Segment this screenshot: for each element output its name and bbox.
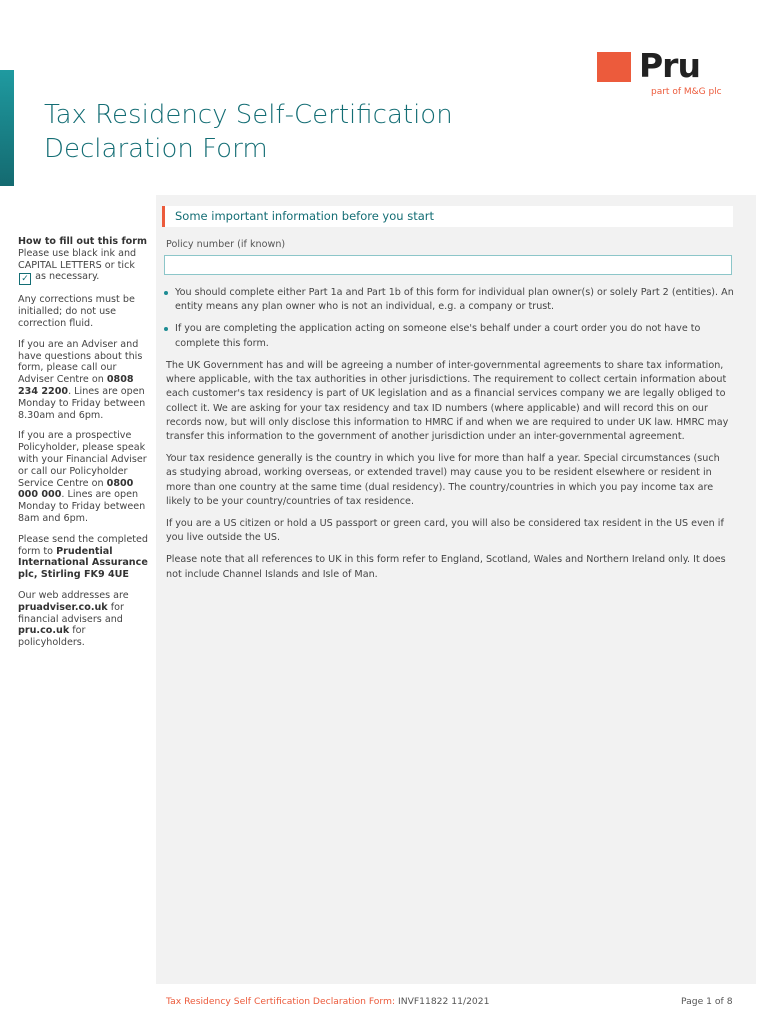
paragraph-legislation: The UK Government has and will be agreeing a number of inter-governmental agreements to share tax information, where applicable, with the tax authorities in other jurisdictions. The requirement to collect certain information about each customer's tax residency is part of UK legislation and as a financial services company we are legally obliged to collect it. We are asking for your tax residency and tax ID numbers (where applicable) and will record this on our records now, but will only disclose this information to HMRC if and when we are required to under UK law. HMRC may transfer this information to the government of another jurisdiction under an inter-governmental agreement. xyxy=(166,360,729,443)
information-body xyxy=(166,359,730,590)
section-heading: Some important information before you start xyxy=(175,209,435,223)
pru-logo xyxy=(597,46,722,102)
bullet-list xyxy=(164,286,734,359)
footer-form-reference xyxy=(166,996,489,1007)
web-link-policyholder[interactable]: pru.co.uk xyxy=(18,625,70,637)
instructions-sidebar xyxy=(18,236,148,658)
paragraph-us-citizen: If you are a US citizen or hold a US passport or green card, you will also be considered tax resident in the US even if you live outside the US. xyxy=(166,518,724,544)
instructions-ink xyxy=(18,248,148,286)
send-text: Please send the completed form to xyxy=(18,533,148,557)
instructions-ink-text: Please use black ink and CAPITAL LETTERS or tick xyxy=(18,247,137,271)
tick-icon: ✓ xyxy=(19,273,31,285)
policy-number-input[interactable] xyxy=(164,255,732,275)
page-title xyxy=(44,98,484,166)
instructions-web xyxy=(18,590,148,649)
web-text-end: for policyholders. xyxy=(18,625,86,649)
send-address: Prudential International Assurance plc, Stirling FK9 4UE xyxy=(18,545,148,581)
instructions-policyholder xyxy=(18,430,148,524)
web-link-adviser[interactable]: pruadviser.co.uk xyxy=(18,601,108,613)
footer-form-name: Tax Residency Self Certification Declaration Form: xyxy=(166,996,396,1007)
bullet-dot-icon xyxy=(164,291,168,295)
instructions-corrections: Any corrections must be initialled; do not use correction fluid. xyxy=(18,294,135,329)
web-text-middle: for financial advisers and xyxy=(18,601,124,625)
footer-page-number: Page 1 of 8 xyxy=(681,996,733,1007)
paragraph-uk-definition: Please note that all references to UK in this form refer to England, Scotland, Wales and Northern Ireland only. It does not include Channel Islands and Isle of Man. xyxy=(166,554,726,580)
logo-wordmark: Pru xyxy=(639,46,700,85)
logo-tagline: part of M&G plc xyxy=(651,87,722,97)
policyholder-hours: . Lines are open Monday to Friday between 8am and 6pm. xyxy=(18,489,146,524)
instructions-send xyxy=(18,534,148,581)
footer-form-code: INVF11822 11/2021 xyxy=(397,996,490,1007)
web-text: Our web addresses are xyxy=(18,589,129,601)
bullet-item xyxy=(164,286,734,314)
bullet-text: If you are completing the application acting on someone else's behalf under a court order you do not have to complete this form. xyxy=(175,323,701,349)
page-title-line-1: Tax Residency Self-Certification xyxy=(44,100,453,130)
adviser-text: If you are an Adviser and have questions about this form, please call our Adviser Centre on xyxy=(18,338,143,386)
instructions-ink-text-end: as necessary. xyxy=(35,271,100,283)
policyholder-text: If you are a prospective Policyholder, please speak with your Financial Adviser or call our Policyholder Service Centre on xyxy=(18,430,147,489)
bullet-text: You should complete either Part 1a and Part 1b of this form for individual plan owner(s) or solely Part 2 (entities). An entity means any plan owner who is not an individual, e.g. a company or trust. xyxy=(175,287,734,313)
bullet-dot-icon xyxy=(164,327,168,331)
instructions-heading: How to fill out this form xyxy=(18,236,147,247)
section-heading-bar xyxy=(162,206,733,227)
bullet-item xyxy=(164,322,734,350)
policyholder-phone: 0800 000 000 xyxy=(18,477,134,501)
logo-square-mark xyxy=(597,52,631,82)
paragraph-tax-residence: Your tax residence generally is the country in which you live for more than half a year. Special circumstances (such as studying abroad, working overseas, or extended travel) may cause you to be resident elsewhere or resident in more than one country at the same time (dual residency). The country/countries in which you pay income tax are likely to be your country/countries of tax residence. xyxy=(166,453,720,507)
page-title-line-2: Declaration Form xyxy=(44,134,268,164)
adviser-hours: . Lines are open Monday to Friday between 8.30am and 6pm. xyxy=(18,385,146,421)
instructions-adviser xyxy=(18,339,148,422)
policy-number-label: Policy number (if known) xyxy=(166,239,286,250)
adviser-phone: 0808 234 2200 xyxy=(18,374,134,397)
side-accent-bar xyxy=(0,70,14,186)
